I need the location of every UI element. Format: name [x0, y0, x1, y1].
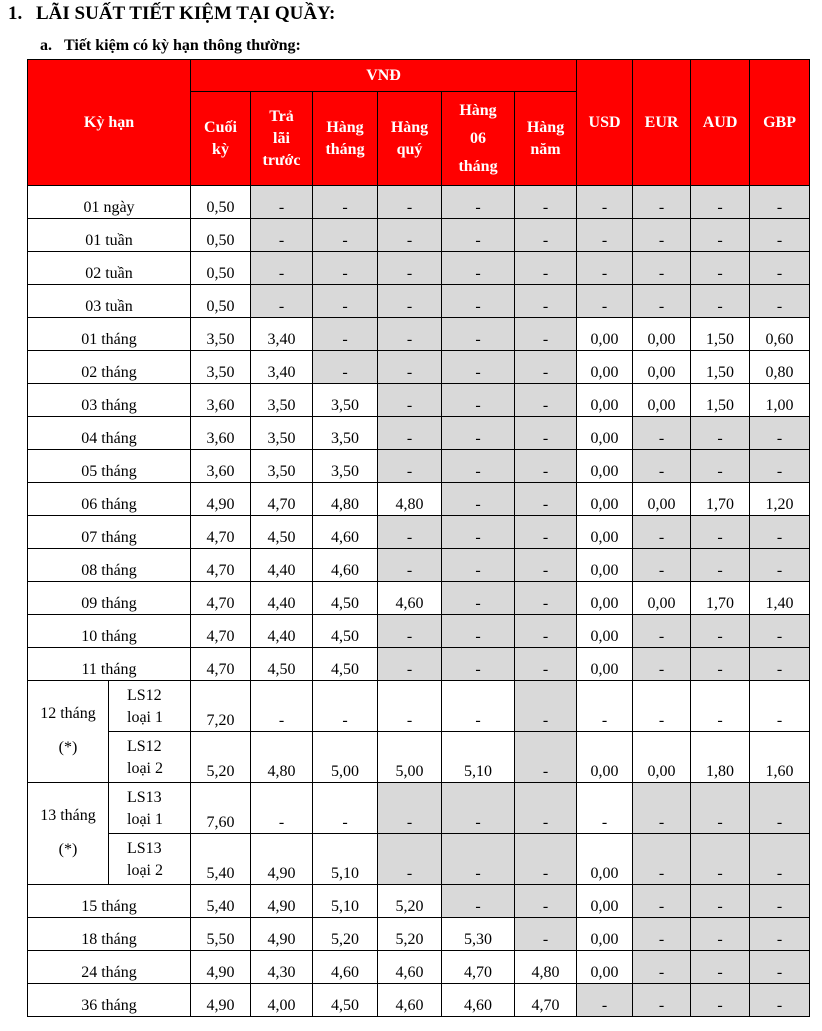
sub-term-label: LS13 loại 2 — [109, 834, 191, 885]
rate-cell: 4,40 — [251, 615, 313, 648]
rate-cell: - — [515, 549, 577, 582]
term-label: 09 tháng — [28, 582, 191, 615]
rate-cell: - — [691, 219, 750, 252]
rate-cell: - — [577, 783, 633, 834]
rate-cell: - — [313, 186, 378, 219]
rate-cell: - — [515, 417, 577, 450]
rate-cell: - — [378, 681, 442, 732]
table-row — [28, 984, 810, 1017]
rate-cell: 4,70 — [515, 984, 577, 1017]
rate-cell: - — [515, 732, 577, 783]
rate-cell: - — [633, 681, 691, 732]
rate-cell: 4,40 — [251, 549, 313, 582]
rate-cell: 4,70 — [191, 582, 251, 615]
table-row — [28, 252, 810, 285]
rate-cell: 4,50 — [251, 516, 313, 549]
rate-cell: - — [633, 834, 691, 885]
rate-cell: - — [691, 681, 750, 732]
rate-cell: - — [378, 648, 442, 681]
rate-cell: 5,20 — [378, 918, 442, 951]
rate-cell: 0,50 — [191, 252, 251, 285]
rate-cell: 4,80 — [313, 483, 378, 516]
rate-cell: - — [251, 783, 313, 834]
rate-cell: - — [633, 417, 691, 450]
rate-cell: 4,50 — [313, 648, 378, 681]
rate-cell: - — [750, 918, 810, 951]
rate-cell: - — [633, 783, 691, 834]
term-label: 01 tuần — [28, 219, 191, 252]
table-row — [28, 351, 810, 384]
rate-cell: - — [691, 885, 750, 918]
rate-cell: - — [442, 450, 515, 483]
table-row — [28, 384, 810, 417]
rate-cell: 4,90 — [251, 834, 313, 885]
rate-cell: - — [633, 549, 691, 582]
term-label: 01 tháng — [28, 318, 191, 351]
rate-cell: - — [515, 783, 577, 834]
term-label: 03 tháng — [28, 384, 191, 417]
header-ky-han: Kỳ hạn — [28, 60, 191, 186]
rate-cell: - — [750, 648, 810, 681]
subsection-heading — [40, 37, 301, 55]
rate-cell: 5,10 — [313, 834, 378, 885]
rate-cell: 4,70 — [191, 648, 251, 681]
rate-cell: - — [515, 615, 577, 648]
rate-cell: 0,60 — [750, 318, 810, 351]
section-heading — [8, 3, 335, 25]
rate-cell: - — [442, 549, 515, 582]
term-label: 04 tháng — [28, 417, 191, 450]
rate-cell: - — [633, 252, 691, 285]
rate-cell: - — [378, 186, 442, 219]
rate-cell: 4,90 — [191, 984, 251, 1017]
rate-cell: - — [251, 285, 313, 318]
rate-cell: 4,50 — [313, 582, 378, 615]
rate-cell: - — [442, 219, 515, 252]
term-label: 05 tháng — [28, 450, 191, 483]
rate-cell: 0,00 — [577, 582, 633, 615]
rate-cell: - — [691, 450, 750, 483]
rate-cell: - — [633, 984, 691, 1017]
rate-cell: 4,80 — [515, 951, 577, 984]
rate-cell: - — [378, 351, 442, 384]
rate-cell: 5,50 — [191, 918, 251, 951]
rate-cell: 0,00 — [577, 384, 633, 417]
rate-cell: 0,00 — [577, 648, 633, 681]
rate-cell: - — [633, 918, 691, 951]
rate-cell: 4,50 — [313, 615, 378, 648]
rate-cell: 4,90 — [251, 885, 313, 918]
rate-cell: 5,00 — [313, 732, 378, 783]
table-row — [28, 648, 810, 681]
rate-cell: - — [442, 516, 515, 549]
subsection-number: a. — [40, 37, 52, 54]
rate-cell: 3,50 — [251, 384, 313, 417]
rate-cell: - — [750, 984, 810, 1017]
term-label: 01 ngày — [28, 186, 191, 219]
rate-cell: 4,50 — [251, 648, 313, 681]
rate-cell: - — [515, 918, 577, 951]
rate-cell: - — [442, 417, 515, 450]
rate-cell: 1,60 — [750, 732, 810, 783]
header-usd: USD — [577, 60, 633, 186]
rate-cell: - — [313, 681, 378, 732]
rate-cell: - — [442, 885, 515, 918]
rate-cell: - — [442, 285, 515, 318]
term-label: 36 tháng — [28, 984, 191, 1017]
rate-cell: - — [378, 252, 442, 285]
rate-cell: - — [691, 918, 750, 951]
table-row — [28, 186, 810, 219]
rate-cell: 4,80 — [378, 483, 442, 516]
rate-cell: 3,50 — [313, 417, 378, 450]
term-label: 02 tuần — [28, 252, 191, 285]
rate-cell: - — [750, 219, 810, 252]
table-row — [28, 951, 810, 984]
rate-cell: - — [442, 318, 515, 351]
rate-cell: - — [691, 648, 750, 681]
rate-cell: - — [251, 219, 313, 252]
rate-cell: - — [313, 285, 378, 318]
rate-cell: - — [515, 351, 577, 384]
table-row — [28, 834, 810, 885]
rate-cell: - — [378, 450, 442, 483]
header-vnd: VNĐ — [191, 60, 577, 92]
rate-cell: - — [691, 252, 750, 285]
rate-cell: - — [633, 219, 691, 252]
rate-cell: - — [691, 615, 750, 648]
rate-cell: - — [515, 582, 577, 615]
rate-cell: 1,00 — [750, 384, 810, 417]
rate-cell: 4,60 — [313, 549, 378, 582]
rate-cell: 0,50 — [191, 285, 251, 318]
subsection-title: Tiết kiệm có kỳ hạn thông thường: — [64, 37, 301, 54]
rate-cell: - — [577, 252, 633, 285]
rate-cell: 3,50 — [191, 318, 251, 351]
header-cuoi-ky: Cuối kỳ — [191, 92, 251, 186]
rate-cell: - — [378, 549, 442, 582]
rate-cell: - — [577, 984, 633, 1017]
table-row — [28, 885, 810, 918]
rate-cell: 5,40 — [191, 885, 251, 918]
rate-cell: - — [313, 351, 378, 384]
rate-cell: - — [442, 384, 515, 417]
rate-cell: - — [750, 285, 810, 318]
rate-cell: - — [442, 615, 515, 648]
rate-cell: - — [378, 516, 442, 549]
rate-cell: - — [378, 384, 442, 417]
rate-cell: 4,60 — [378, 582, 442, 615]
table-row — [28, 417, 810, 450]
rate-cell: - — [750, 186, 810, 219]
rate-cell: - — [442, 252, 515, 285]
rate-cell: 0,00 — [633, 483, 691, 516]
rate-cell: 0,00 — [577, 318, 633, 351]
header-hang-06-thang: Hàng 06 tháng — [442, 92, 515, 186]
rate-cell: - — [515, 450, 577, 483]
rate-cell: - — [750, 615, 810, 648]
rate-cell: 7,20 — [191, 681, 251, 732]
rate-cell: - — [515, 285, 577, 318]
header-aud: AUD — [691, 60, 750, 186]
rate-cell: - — [750, 252, 810, 285]
rate-cell: 4,00 — [251, 984, 313, 1017]
sub-term-label: LS13 loại 1 — [109, 783, 191, 834]
rate-cell: - — [691, 834, 750, 885]
rate-cell: - — [515, 681, 577, 732]
rate-cell: 0,00 — [577, 450, 633, 483]
rate-cell: 5,00 — [378, 732, 442, 783]
table-row — [28, 285, 810, 318]
rate-cell: 4,80 — [251, 732, 313, 783]
rate-cell: 1,20 — [750, 483, 810, 516]
rate-cell: - — [633, 450, 691, 483]
rate-cell: 4,70 — [191, 615, 251, 648]
rate-cell: - — [691, 417, 750, 450]
rate-cell: 4,60 — [442, 984, 515, 1017]
table-row — [28, 615, 810, 648]
rate-cell: - — [251, 252, 313, 285]
rate-cell: - — [750, 417, 810, 450]
rate-cell: - — [515, 384, 577, 417]
term-label: 08 tháng — [28, 549, 191, 582]
rate-cell: 1,70 — [691, 483, 750, 516]
rate-cell: - — [442, 351, 515, 384]
rate-cell: 1,50 — [691, 318, 750, 351]
rate-cell: - — [633, 516, 691, 549]
interest-rate-table — [27, 59, 810, 1017]
rate-cell: - — [691, 285, 750, 318]
rate-cell: 1,50 — [691, 384, 750, 417]
rate-cell: 0,00 — [633, 351, 691, 384]
rate-cell: - — [750, 450, 810, 483]
header-hang-nam: Hàng năm — [515, 92, 577, 186]
rate-cell: - — [633, 648, 691, 681]
rate-cell: - — [691, 951, 750, 984]
rate-cell: 4,70 — [191, 516, 251, 549]
rate-cell: 0,80 — [750, 351, 810, 384]
rate-cell: - — [378, 417, 442, 450]
rate-cell: 4,60 — [378, 984, 442, 1017]
term-label: 18 tháng — [28, 918, 191, 951]
rate-cell: - — [251, 681, 313, 732]
rate-cell: - — [750, 834, 810, 885]
table-row — [28, 318, 810, 351]
rate-cell: 4,70 — [251, 483, 313, 516]
rate-cell: - — [313, 783, 378, 834]
rate-cell: 4,70 — [442, 951, 515, 984]
table-row — [28, 516, 810, 549]
rate-cell: - — [515, 834, 577, 885]
rate-cell: 3,60 — [191, 450, 251, 483]
table-row — [28, 483, 810, 516]
rate-cell: 4,60 — [378, 951, 442, 984]
term-label: 03 tuần — [28, 285, 191, 318]
term-label: 02 tháng — [28, 351, 191, 384]
rate-cell: 0,00 — [577, 885, 633, 918]
table-row — [28, 219, 810, 252]
rate-cell: 1,50 — [691, 351, 750, 384]
rate-cell: - — [442, 783, 515, 834]
header-eur: EUR — [633, 60, 691, 186]
rate-cell: - — [633, 951, 691, 984]
term-group-label: 13 tháng (*) — [28, 783, 109, 885]
rate-cell: 3,50 — [251, 417, 313, 450]
rate-cell: 5,10 — [442, 732, 515, 783]
rate-cell: - — [515, 516, 577, 549]
rate-cell: - — [515, 318, 577, 351]
rate-cell: - — [691, 186, 750, 219]
rate-cell: 5,40 — [191, 834, 251, 885]
rate-cell: - — [750, 549, 810, 582]
rate-cell: - — [378, 834, 442, 885]
rate-cell: - — [750, 885, 810, 918]
rate-cell: - — [515, 885, 577, 918]
rate-cell: - — [378, 615, 442, 648]
term-label: 10 tháng — [28, 615, 191, 648]
rate-cell: 4,70 — [191, 549, 251, 582]
rate-cell: 3,50 — [313, 450, 378, 483]
rate-cell: 0,50 — [191, 186, 251, 219]
rate-cell: 4,60 — [313, 951, 378, 984]
rate-cell: - — [313, 252, 378, 285]
rate-cell: 3,50 — [313, 384, 378, 417]
rate-cell: - — [691, 984, 750, 1017]
rate-cell: 0,00 — [577, 483, 633, 516]
rate-cell: - — [515, 483, 577, 516]
rate-cell: 5,20 — [191, 732, 251, 783]
rate-cell: - — [378, 285, 442, 318]
rate-cell: - — [750, 783, 810, 834]
rate-cell: - — [691, 516, 750, 549]
rate-cell: 3,60 — [191, 417, 251, 450]
rate-cell: 0,00 — [577, 549, 633, 582]
table-row — [28, 582, 810, 615]
rate-cell: 4,50 — [313, 984, 378, 1017]
rate-cell: 0,00 — [577, 834, 633, 885]
rate-cell: 5,30 — [442, 918, 515, 951]
rate-cell: - — [378, 783, 442, 834]
rate-cell: - — [251, 186, 313, 219]
rate-cell: 0,00 — [633, 318, 691, 351]
rate-cell: - — [442, 186, 515, 219]
rate-cell: 4,90 — [251, 918, 313, 951]
rate-cell: 3,60 — [191, 384, 251, 417]
rate-cell: - — [633, 285, 691, 318]
rate-cell: 4,30 — [251, 951, 313, 984]
rate-cell: 1,40 — [750, 582, 810, 615]
table-row — [28, 732, 810, 783]
table-row — [28, 681, 810, 732]
rate-cell: 4,60 — [313, 516, 378, 549]
section-title: LÃI SUẤT TIẾT KIỆM TẠI QUẦY: — [36, 3, 336, 24]
rate-cell: 0,00 — [577, 951, 633, 984]
rate-cell: 0,00 — [633, 384, 691, 417]
table-row — [28, 549, 810, 582]
rate-cell: 5,10 — [313, 885, 378, 918]
rate-cell: - — [515, 186, 577, 219]
term-group-label: 12 tháng (*) — [28, 681, 109, 783]
rate-cell: 3,50 — [251, 450, 313, 483]
rate-cell: - — [313, 219, 378, 252]
rate-cell: 0,00 — [577, 516, 633, 549]
rate-cell: - — [633, 615, 691, 648]
rate-cell: - — [442, 648, 515, 681]
rate-cell: 0,00 — [633, 582, 691, 615]
rate-cell: - — [633, 186, 691, 219]
rate-cell: - — [750, 681, 810, 732]
rate-cell: 5,20 — [378, 885, 442, 918]
header-gbp: GBP — [750, 60, 810, 186]
table-row — [28, 450, 810, 483]
term-label: 07 tháng — [28, 516, 191, 549]
rate-cell: 4,40 — [251, 582, 313, 615]
rate-cell: - — [313, 318, 378, 351]
term-label: 24 tháng — [28, 951, 191, 984]
rate-cell: 7,60 — [191, 783, 251, 834]
table-row — [28, 918, 810, 951]
section-number: 1. — [8, 3, 23, 24]
rate-cell: 3,40 — [251, 351, 313, 384]
rate-cell: 0,50 — [191, 219, 251, 252]
rate-cell: - — [577, 681, 633, 732]
rate-cell: - — [442, 483, 515, 516]
rate-cell: 3,40 — [251, 318, 313, 351]
rate-cell: - — [442, 681, 515, 732]
rate-cell: 0,00 — [577, 615, 633, 648]
rate-cell: 4,90 — [191, 483, 251, 516]
term-label: 15 tháng — [28, 885, 191, 918]
rate-cell: 0,00 — [577, 351, 633, 384]
rate-cell: - — [515, 219, 577, 252]
rate-cell: 5,20 — [313, 918, 378, 951]
rate-cell: - — [750, 516, 810, 549]
rate-cell: - — [378, 318, 442, 351]
rate-cell: - — [378, 219, 442, 252]
sub-term-label: LS12 loại 1 — [109, 681, 191, 732]
rate-cell: 3,50 — [191, 351, 251, 384]
rate-cell: - — [750, 951, 810, 984]
rate-cell: - — [442, 582, 515, 615]
rate-cell: - — [442, 834, 515, 885]
term-label: 06 tháng — [28, 483, 191, 516]
header-hang-thang: Hàng tháng — [313, 92, 378, 186]
rate-cell: - — [577, 219, 633, 252]
rate-cell: 1,80 — [691, 732, 750, 783]
header-hang-quy: Hàng quý — [378, 92, 442, 186]
rate-cell: - — [515, 252, 577, 285]
rate-cell: 4,90 — [191, 951, 251, 984]
rate-cell: - — [691, 549, 750, 582]
table-row — [28, 783, 810, 834]
rate-cell: - — [577, 186, 633, 219]
rate-cell: 0,00 — [633, 732, 691, 783]
rate-cell: - — [577, 285, 633, 318]
rate-cell: - — [691, 783, 750, 834]
term-label: 11 tháng — [28, 648, 191, 681]
rate-cell: - — [633, 885, 691, 918]
rate-cell: 0,00 — [577, 732, 633, 783]
sub-term-label: LS12 loại 2 — [109, 732, 191, 783]
header-tra-lai-truoc: Trả lãi trước — [251, 92, 313, 186]
rate-cell: 0,00 — [577, 918, 633, 951]
rate-cell: 0,00 — [577, 417, 633, 450]
rate-cell: 1,70 — [691, 582, 750, 615]
rate-cell: - — [515, 648, 577, 681]
